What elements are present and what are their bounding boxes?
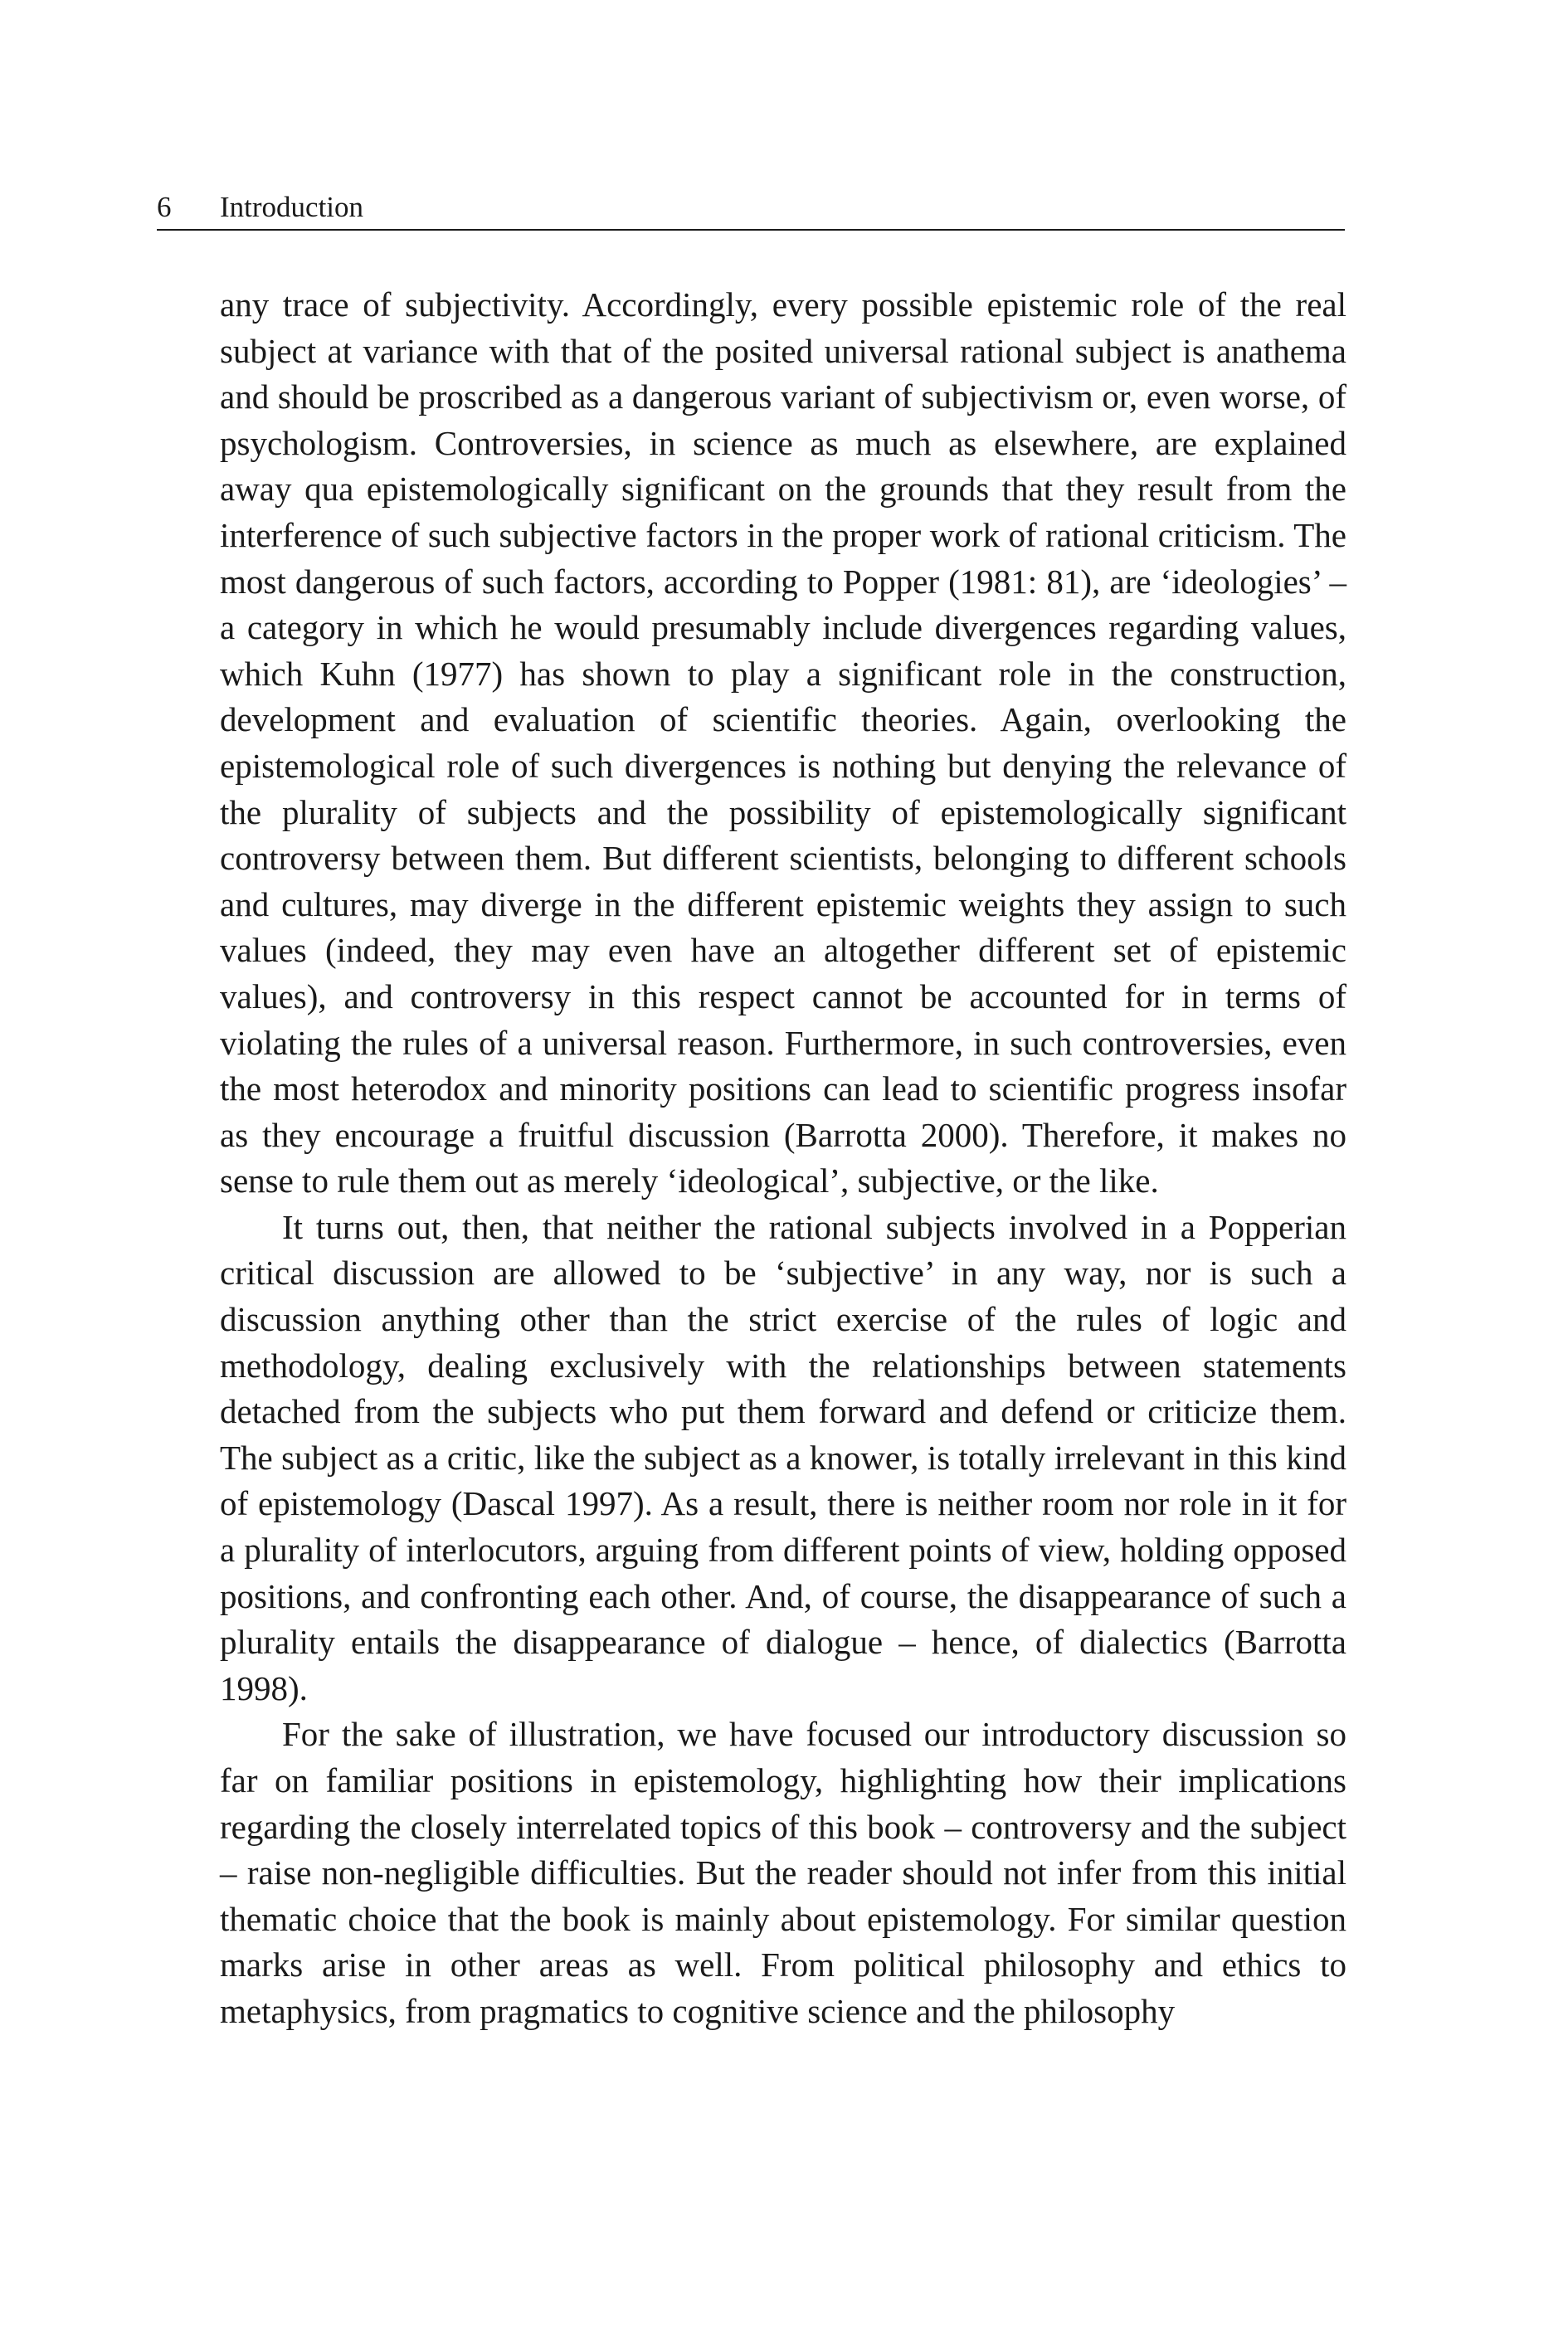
running-head-title: Introduction bbox=[220, 191, 364, 223]
header-rule bbox=[157, 229, 1345, 231]
paragraph-1: any trace of subjectivity. Accordingly, every possible epistemic role of the real subject at variance with that of the posited universal rational subject is anathema and should be proscribed as a dangerous variant of subjectivism or, even worse, of psychologism. Controversies, in science as much as elsewhere, are explained away qua epistemologically significant on the grounds that they result from the interference of such subjective factors in the proper work of rational criticism. The most dangerous of such factors, according to Popper (1981: 81), are ‘ideologies’ – a category in which he would presumably include divergences regarding values, which Kuhn (1977) has shown to play a significant role in the construction, development and evaluation of scientific theories. Again, overlooking the epistemological role of such divergences is nothing but denying the relevance of the plurality of subjects and the possibility of epistemologically significant controversy between them. But different scientists, belonging to different schools and cultures, may diverge in the different epistemic weights they assign to such values (indeed, they may even have an altogether different set of epistemic values), and controversy in this respect cannot be accounted for in terms of violating the rules of a universal reason. Furthermore, in such controversies, even the most heterodox and minority positions can lead to scientific progress insofar as they encourage a fruitful discussion (Barrotta 2000). Therefore, it makes no sense to rule them out as merely ‘ideological’, subjective, or the like. bbox=[220, 285, 1346, 1200]
paragraph-3: For the sake of illustration, we have focused our introductory discussion so far on familiar positions in epistemology, highlighting how their implications regarding the closely interrelated topics of this book – controversy and the subject – raise non-negligible difficulties. But the reader should not infer from this initial thematic choice that the book is mainly about epistemology. For similar question marks arise in other areas as well. From political philosophy and ethics to metaphysics, from pragmatics to cognitive science and the philosophy bbox=[220, 1715, 1346, 2030]
page-number: 6 bbox=[157, 191, 172, 223]
body-text bbox=[220, 282, 1346, 2035]
paragraph-2: It turns out, then, that neither the rational subjects involved in a Popperian critical discussion are allowed to be ‘subjective’ in any way, nor is such a discussion anything other than the strict exercise of the rules of logic and methodology, dealing exclusively with the relationships between statements detached from the subjects who put them forward and defend or criticize them. The subject as a critic, like the subject as a knower, is totally irrelevant in this kind of epistemology (Dascal 1997). As a result, there is neither room nor role in it for a plurality of interlocutors, arguing from different points of view, holding opposed positions, and confronting each other. And, of course, the disappearance of such a plurality entails the disappearance of dialogue – hence, of dialectics (Barrotta 1998). bbox=[220, 1207, 1346, 1707]
running-head bbox=[157, 174, 1345, 224]
